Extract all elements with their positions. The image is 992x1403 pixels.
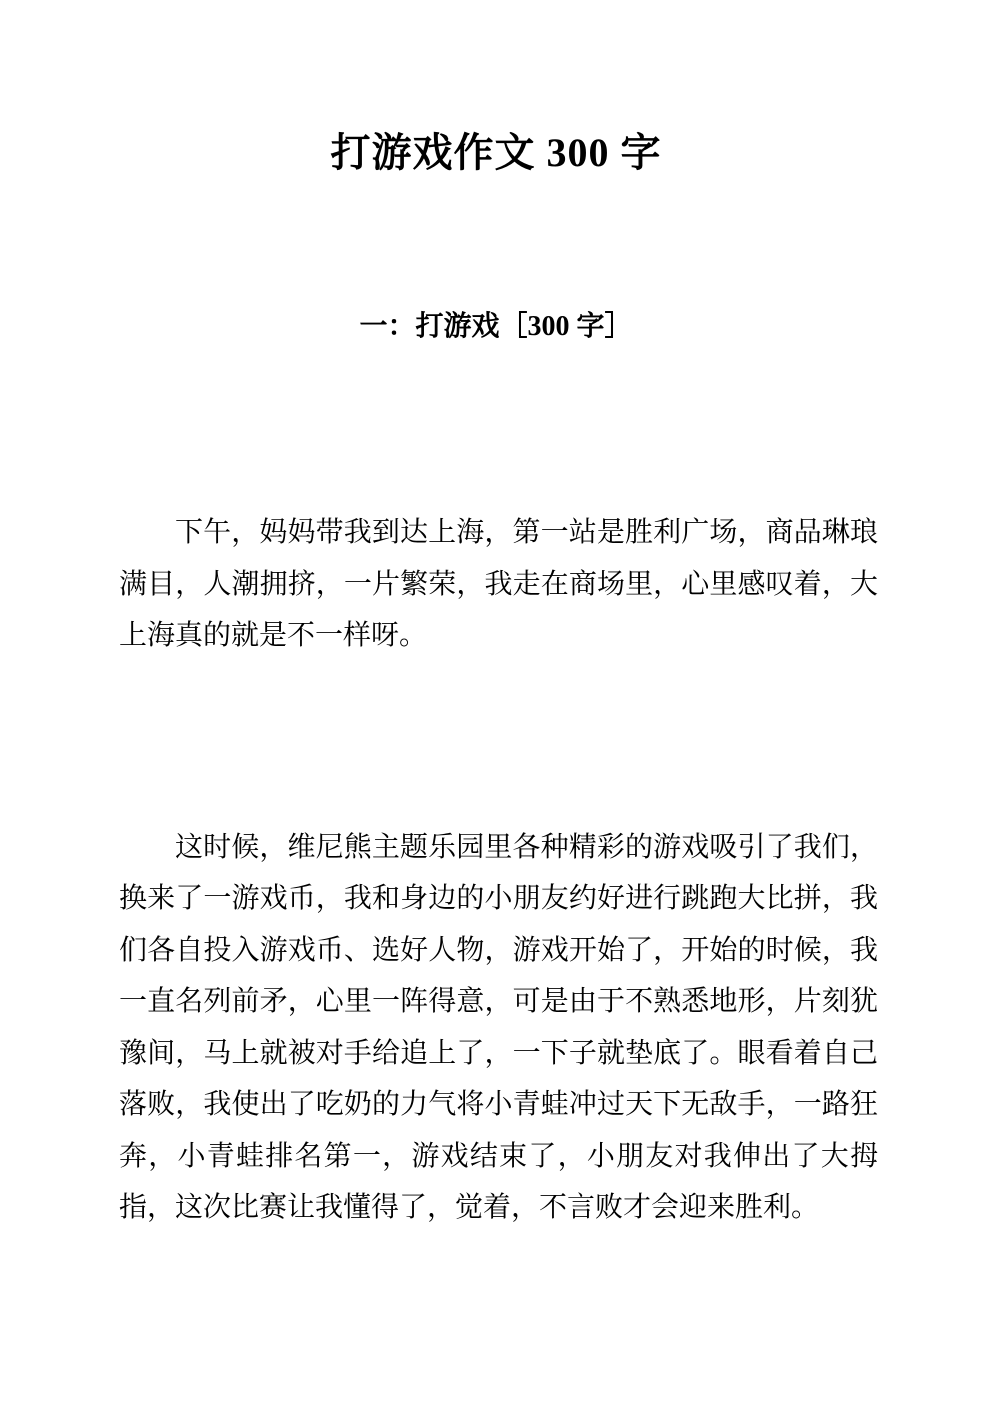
document-body bbox=[0, 507, 992, 1234]
document-title: 打游戏作文 300 字 bbox=[330, 130, 662, 175]
section-heading: 一：打游戏［300 字］ bbox=[359, 311, 633, 342]
paragraph: 这时候，维尼熊主题乐园里各种精彩的游戏吸引了我们，换来了一游戏币，我和身边的小朋友约好进行跳跑大比拼，我们各自投入游戏币、选好人物，游戏开始了，开始的时候，我一直名列前矛，心里一阵得意，可是由于不熟悉地形，片刻犹豫间，马上就被对手给追上了，一下子就垫底了。眼看着自己落败，我使出了吃奶的力气将小青蛙冲过天下无敌手，一路狂奔，小青蛙排名第一，游戏结束了，小朋友对我伸出了大拇指，这次比赛让我懂得了，觉着，不言败才会迎来胜利。 bbox=[119, 831, 878, 1223]
paragraph: 下午，妈妈带我到达上海，第一站是胜利广场，商品琳琅满目，人潮拥挤，一片繁荣，我走在商场里，心里感叹着，大上海真的就是不一样呀。 bbox=[119, 517, 878, 651]
